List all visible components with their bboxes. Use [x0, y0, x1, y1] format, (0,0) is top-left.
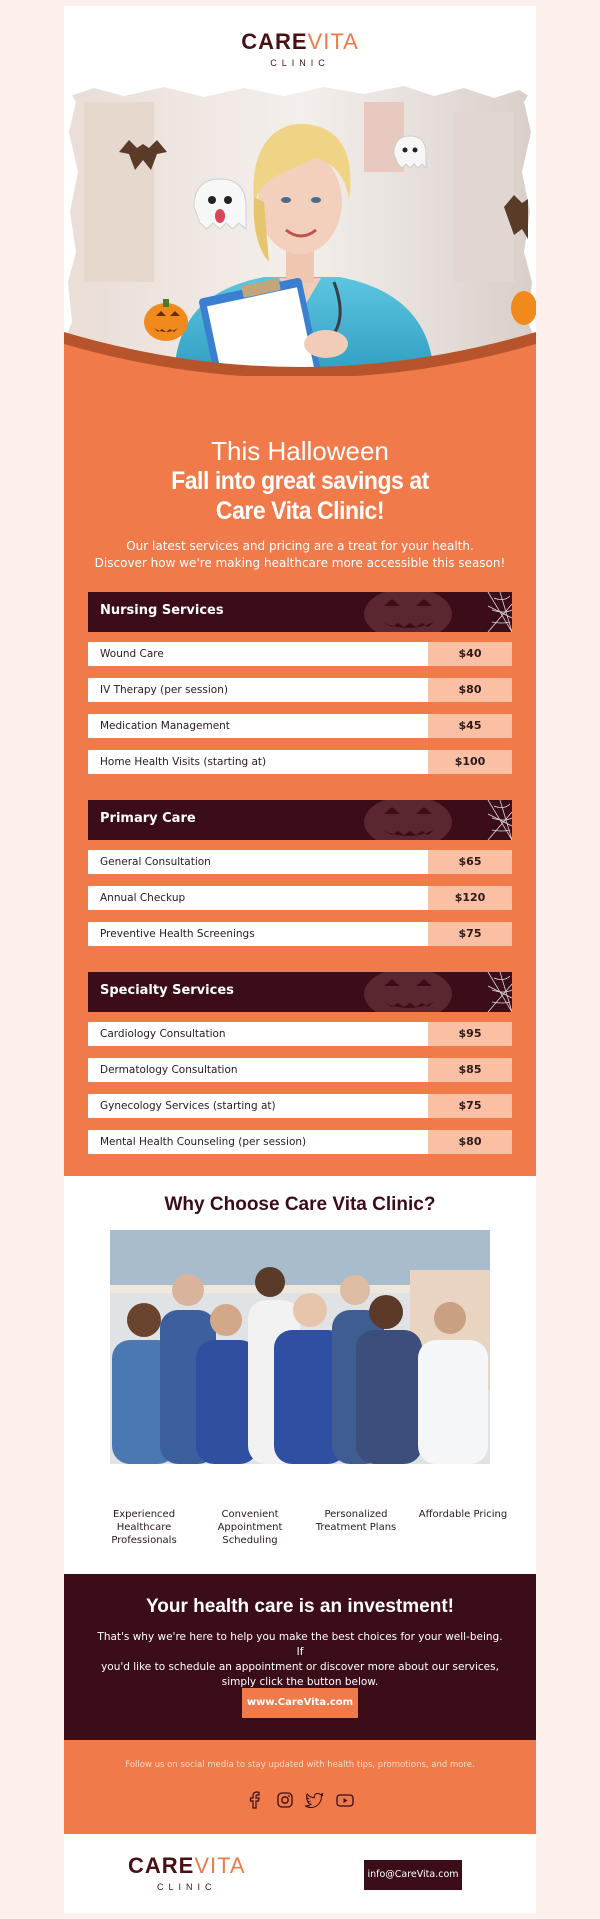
jack-o-lantern-and-web-icon [322, 592, 512, 632]
service-row [88, 1094, 512, 1118]
feature-line: Affordable Pricing [418, 1509, 508, 1520]
instagram-icon[interactable] [275, 1790, 295, 1810]
service-name: Wound Care [100, 648, 164, 660]
service-price: $95 [428, 1022, 512, 1046]
service-price: $40 [428, 642, 512, 666]
twitter-icon[interactable] [305, 1790, 325, 1810]
feature-line: Scheduling [222, 1535, 278, 1546]
features-row [64, 1508, 536, 1558]
service-price: $80 [428, 678, 512, 702]
footer [64, 1834, 536, 1913]
ghost-icon [194, 179, 246, 229]
logo-vita: VITA [307, 29, 359, 54]
feature-line: Personalized [324, 1509, 388, 1520]
service-row [88, 642, 512, 666]
youtube-icon[interactable] [335, 1790, 355, 1810]
service-row [88, 750, 512, 774]
promo-intro [84, 538, 516, 572]
feature-line: Healthcare [116, 1522, 172, 1533]
service-price: $80 [428, 1130, 512, 1154]
facebook-icon[interactable] [245, 1790, 265, 1810]
logo-care: CARE [128, 1853, 195, 1878]
service-row [88, 1130, 512, 1154]
service-price: $65 [428, 850, 512, 874]
promo-intro-line1: Our latest services and pricing are a treat for your health. [126, 539, 474, 553]
feature-line: Treatment Plans [315, 1522, 397, 1533]
logo-subtitle: CLINIC [270, 58, 330, 68]
logo-wordmark [64, 30, 536, 54]
service-row [88, 850, 512, 874]
social-text: Follow us on social media to stay updated with health tips, promotions, and more. [125, 1760, 475, 1770]
jack-o-lantern-and-web-icon [322, 972, 512, 1012]
investment-body-line: That's why we're here to help you make the best choices for your well-being. If [97, 1631, 503, 1658]
service-name: Annual Checkup [100, 892, 186, 904]
service-name: IV Therapy (per session) [100, 684, 228, 696]
service-price: $75 [428, 922, 512, 946]
logo-vita: VITA [194, 1853, 246, 1878]
section-title: Nursing Services [100, 603, 224, 618]
feature-line: Appointment [217, 1522, 283, 1533]
email-body [64, 6, 536, 1913]
logo-care: CARE [241, 29, 308, 54]
feature-item [306, 1508, 406, 1534]
website-button[interactable]: www.CareVita.com [242, 1688, 358, 1718]
service-row [88, 678, 512, 702]
section-header-primary [88, 800, 512, 840]
section-header-nursing [88, 592, 512, 632]
promo-intro-line2: Discover how we're making healthcare more accessible this season! [94, 556, 506, 570]
service-row [88, 1022, 512, 1046]
feature-line: Experienced [112, 1509, 176, 1520]
logo-wordmark [128, 1854, 246, 1878]
section-header-specialty [88, 972, 512, 1012]
service-name: Medication Management [100, 720, 230, 732]
investment-section [64, 1574, 536, 1740]
promo-title-line1: Fall into great savings at [171, 467, 429, 495]
why-title: Why Choose Care Vita Clinic? [164, 1194, 436, 1215]
service-name: Cardiology Consultation [100, 1028, 226, 1040]
service-price: $75 [428, 1094, 512, 1118]
feature-line: Professionals [111, 1535, 177, 1546]
service-name: Gynecology Services (starting at) [100, 1100, 276, 1112]
header-logo[interactable] [64, 30, 536, 68]
social-section [64, 1740, 536, 1834]
logo-subtitle: CLINIC [157, 1882, 217, 1892]
service-price: $85 [428, 1058, 512, 1082]
feature-item [94, 1508, 194, 1547]
service-name: Mental Health Counseling (per session) [100, 1136, 307, 1148]
footer-logo[interactable] [128, 1854, 246, 1892]
ghost-icon [394, 136, 426, 168]
email-button[interactable]: info@CareVita.com [364, 1860, 462, 1890]
promo-title [83, 466, 517, 526]
pumpkin-icon [511, 291, 536, 325]
feature-item [200, 1508, 300, 1547]
investment-title: Your health care is an investment! [146, 1596, 454, 1617]
investment-body-line: you'd like to schedule an appointment or discover more about our services, [101, 1661, 499, 1673]
service-row [88, 886, 512, 910]
team-photo [110, 1230, 490, 1464]
service-name: Preventive Health Screenings [100, 928, 255, 940]
service-price: $100 [428, 750, 512, 774]
service-price: $120 [428, 886, 512, 910]
service-row [88, 1058, 512, 1082]
service-name: Home Health Visits (starting at) [100, 756, 267, 768]
service-name: Dermatology Consultation [100, 1064, 238, 1076]
service-price: $45 [428, 714, 512, 738]
service-name: General Consultation [100, 856, 211, 868]
investment-body-line: simply click the button below. [221, 1676, 379, 1688]
feature-line: Convenient [221, 1509, 279, 1520]
service-row [88, 922, 512, 946]
hero-image [64, 82, 536, 382]
promo-kicker: This Halloween [211, 436, 389, 466]
investment-body [94, 1630, 506, 1690]
section-title: Specialty Services [100, 983, 234, 998]
promo-title-line2: Care Vita Clinic! [215, 497, 385, 525]
feature-item [408, 1508, 518, 1521]
promo-section [64, 376, 536, 1176]
section-title: Primary Care [100, 811, 196, 826]
service-row [88, 714, 512, 738]
jack-o-lantern-and-web-icon [322, 800, 512, 840]
social-icons [64, 1790, 536, 1810]
